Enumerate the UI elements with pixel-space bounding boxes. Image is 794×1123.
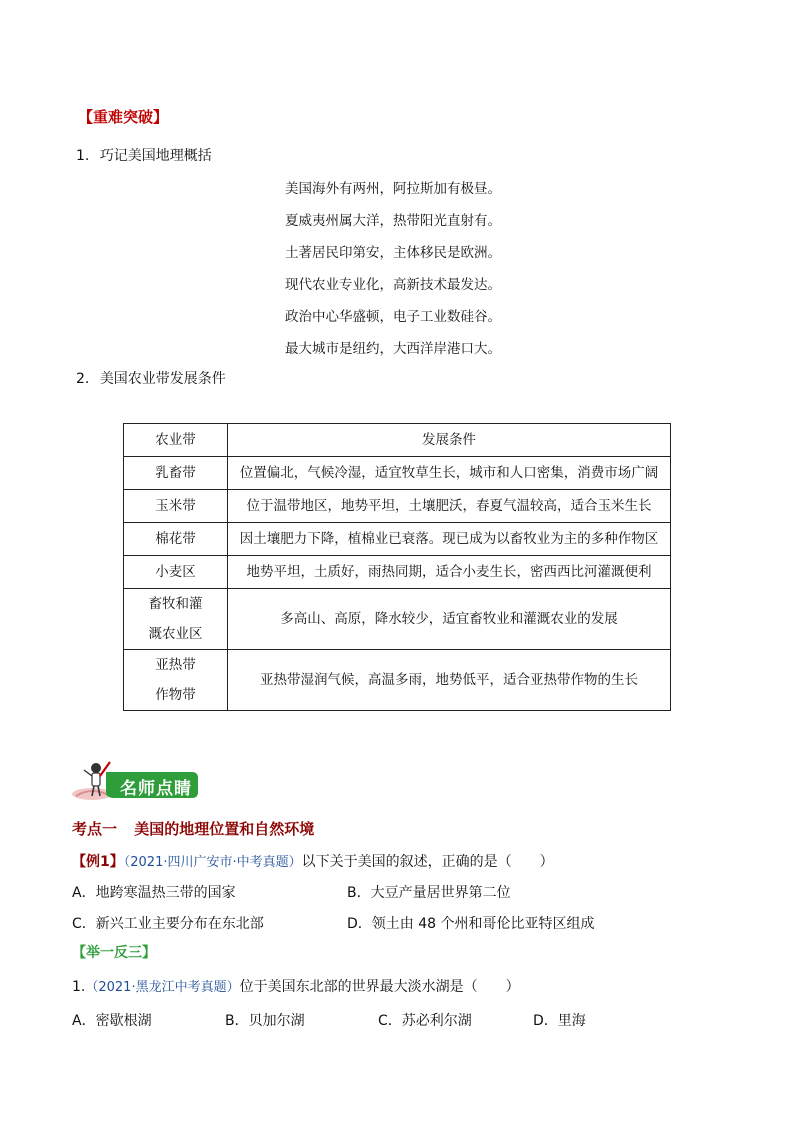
table-row — [124, 589, 671, 650]
belt-cell: 小麦区 — [124, 556, 228, 589]
belt-cell-line: 亚热带 — [155, 657, 196, 673]
practice-option-c[interactable]: C．苏必利尔湖 — [378, 1013, 472, 1029]
belt-cell: 玉米带 — [124, 490, 228, 523]
item-2-number: 2. — [76, 371, 90, 387]
condition-cell: 亚热带湿润气候，高温多雨，地势低平，适合亚热带作物的生长 — [228, 650, 671, 711]
badge-label: 名师点睛 — [120, 779, 192, 799]
section-heading: 【重难突破】 — [78, 108, 169, 126]
column-header: 发展条件 — [228, 424, 671, 457]
practice-option-a[interactable]: A．密歇根湖 — [72, 1013, 152, 1029]
condition-cell: 位于温带地区，地势平坦，土壤肥沃，春夏气温较高，适合玉米生长 — [228, 490, 671, 523]
table-row — [124, 523, 671, 556]
table-row — [124, 650, 671, 711]
poem-line: 夏威夷州属大洋，热带阳光直射有。 — [285, 213, 501, 229]
poem-line: 土著居民印第安，主体移民是欧洲。 — [285, 245, 501, 261]
practice-number: 1. — [72, 979, 86, 995]
item-1-number: 1. — [76, 148, 90, 164]
table-row — [124, 457, 671, 490]
poem-line: 最大城市是纽约，大西洋岸港口大。 — [285, 341, 501, 357]
item-2-title: 美国农业带发展条件 — [99, 371, 226, 387]
practice-option-d[interactable]: D．里海 — [533, 1013, 586, 1029]
belt-cell-line: 畜牧和灌 — [148, 596, 203, 612]
item-2-heading — [76, 368, 226, 388]
belt-cell — [124, 650, 228, 711]
teacher-tips-badge — [70, 758, 205, 802]
option-c[interactable]: C．新兴工业主要分布在东北部 — [72, 916, 264, 932]
practice-stem: 位于美国东北部的世界最大淡水湖是（ ） — [239, 979, 520, 995]
poem-line: 政治中心华盛顿，电子工业数硅谷。 — [285, 309, 501, 325]
belt-cell: 棉花带 — [124, 523, 228, 556]
column-header: 农业带 — [124, 424, 228, 457]
condition-cell: 因土壤肥力下降，植棉业已衰落。现已成为以畜牧业为主的多种作物区 — [228, 523, 671, 556]
table-row — [124, 556, 671, 589]
option-d[interactable]: D．领土由 48 个州和哥伦比亚特区组成 — [347, 916, 595, 932]
option-a[interactable]: A．地跨寒温热三带的国家 — [72, 885, 236, 901]
condition-cell: 位置偏北，气候冷湿，适宜牧草生长，城市和人口密集，消费市场广阔 — [228, 457, 671, 490]
belt-cell: 乳畜带 — [124, 457, 228, 490]
item-1-title: 巧记美国地理概括 — [99, 148, 212, 164]
agriculture-belt-table — [123, 423, 671, 711]
poem-line: 现代农业专业化，高新技术最发达。 — [285, 277, 501, 293]
practice-heading: 【举一反三】 — [72, 945, 156, 961]
practice-question — [72, 976, 520, 996]
example-source: （2021·四川广安市·中考真题） — [123, 855, 302, 870]
belt-cell — [124, 589, 228, 650]
option-b[interactable]: B．大豆产量居世界第二位 — [347, 885, 511, 901]
topic-title: 美国的地理位置和自然环境 — [134, 820, 315, 838]
table-header-row — [124, 424, 671, 457]
topic-label: 考点一 — [72, 820, 118, 838]
poem-line: 美国海外有两州，阿拉斯加有极昼。 — [285, 181, 501, 197]
example-question — [72, 851, 554, 871]
practice-source: （2021·黑龙江中考真题） — [85, 980, 240, 995]
belt-cell-line: 溉农业区 — [148, 626, 203, 642]
practice-option-b[interactable]: B．贝加尔湖 — [225, 1013, 305, 1029]
belt-cell-line: 作物带 — [155, 687, 196, 703]
item-1-heading — [76, 145, 212, 165]
table-row — [124, 490, 671, 523]
example-label: 【例1】 — [72, 854, 124, 870]
condition-cell: 多高山、高原，降水较少，适宜畜牧业和灌溉农业的发展 — [228, 589, 671, 650]
example-stem: 以下关于美国的叙述，正确的是（ ） — [301, 854, 554, 870]
condition-cell: 地势平坦，土质好，雨热同期，适合小麦生长，密西西比河灌溉便利 — [228, 556, 671, 589]
topic-heading — [72, 818, 314, 839]
